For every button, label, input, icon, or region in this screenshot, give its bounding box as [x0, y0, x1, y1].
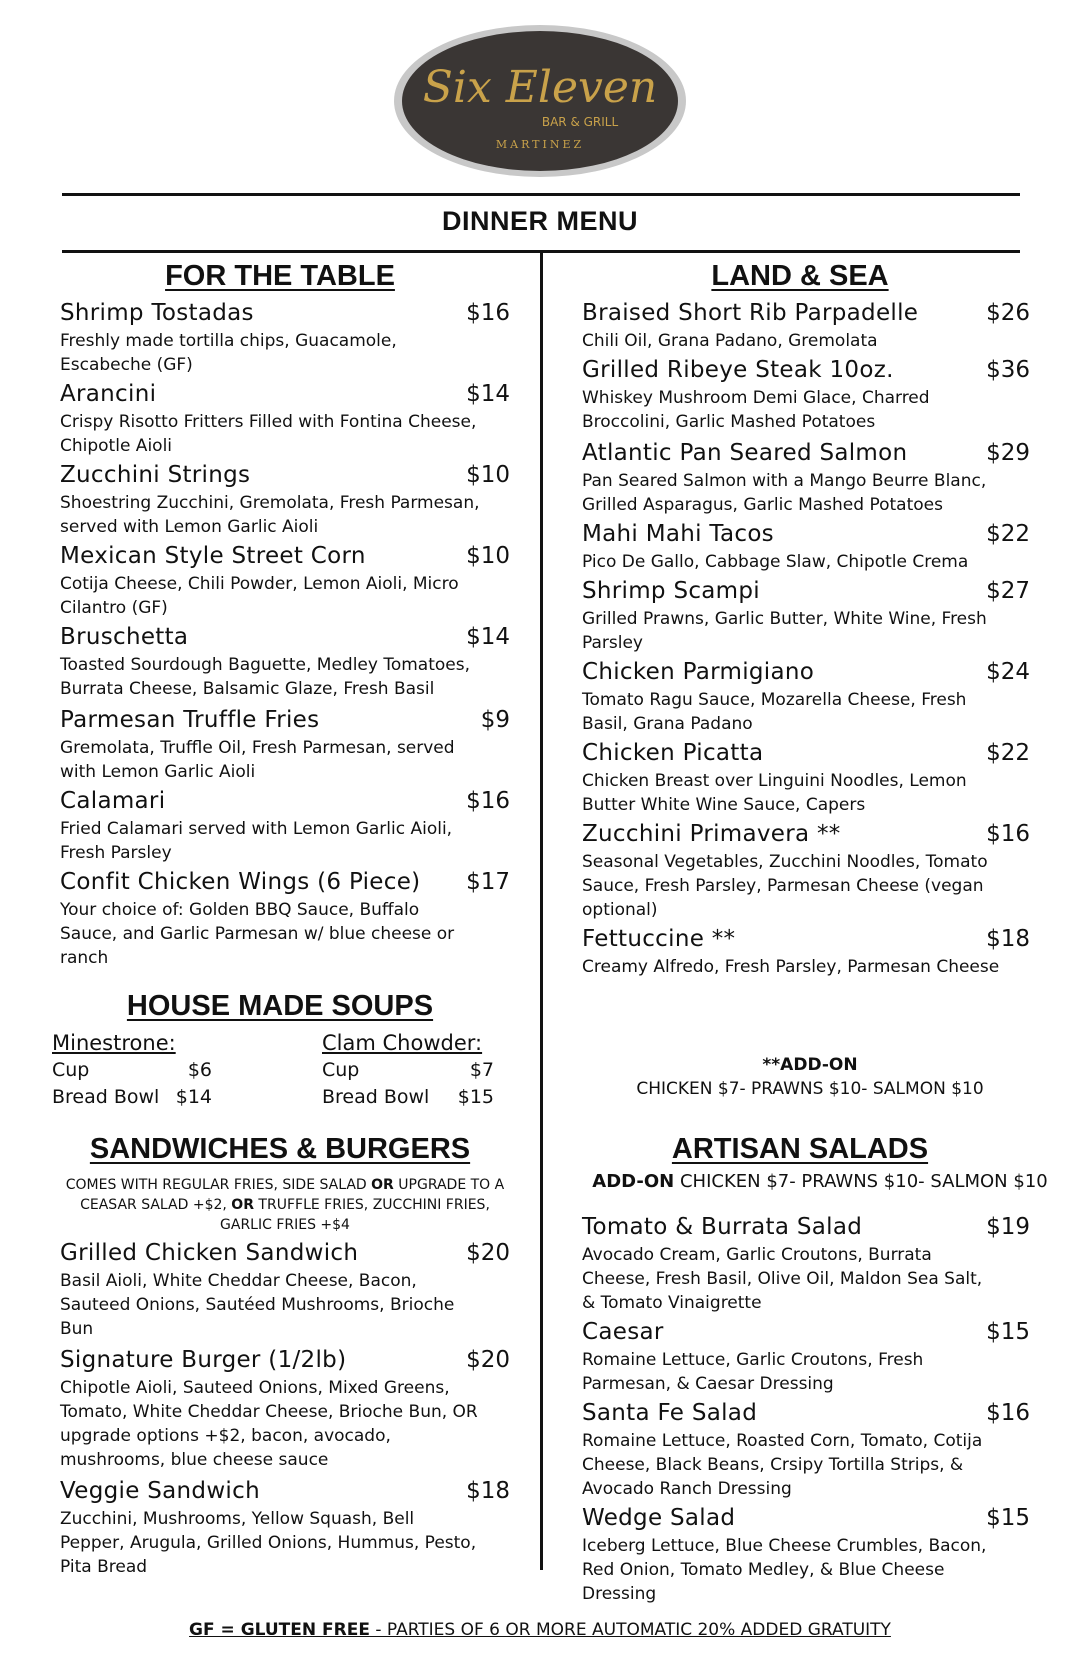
item-name: Veggie Sandwich [60, 1478, 260, 1504]
soup-clam-chowder [322, 1030, 494, 1111]
section-title-soups: HOUSE MADE SOUPS [126, 990, 434, 1022]
item-name: Chicken Picatta [582, 740, 764, 766]
item-price: $16 [986, 821, 1030, 847]
item-name: Atlantic Pan Seared Salmon [582, 440, 908, 466]
item-name: Mexican Style Street Corn [60, 543, 366, 569]
item-description: Toasted Sourdough Baguette, Medley Tomatoes, Burrata Cheese, Balsamic Glaze, Fresh Basil [60, 655, 471, 699]
menu-item [582, 298, 1030, 353]
section-title-salads: ARTISAN SALADS [671, 1133, 929, 1165]
item-name: Tomato & Burrata Salad [582, 1214, 863, 1240]
item-price: $36 [986, 357, 1030, 383]
item-price: $16 [466, 788, 510, 814]
item-description: Tomato Ragu Sauce, Mozarella Cheese, Fresh Basil, Grana Padano [582, 690, 967, 734]
item-description: Shoestring Zucchini, Gremolata, Fresh Parmesan, served with Lemon Garlic Aioli [60, 493, 480, 537]
item-name: Parmesan Truffle Fries [60, 707, 320, 733]
menu-item [582, 519, 1030, 574]
soup-size: Bread Bowl [322, 1086, 430, 1108]
item-price: $10 [466, 462, 510, 488]
soup-price: $14 [175, 1086, 212, 1108]
item-description: Creamy Alfredo, Fresh Parsley, Parmesan Cheese [582, 957, 1000, 977]
item-price: $16 [466, 300, 510, 326]
item-description: Pan Seared Salmon with a Mango Beurre Blanc, Grilled Asparagus, Garlic Mashed Potatoes [582, 471, 987, 515]
menu-item [582, 657, 1030, 736]
menu-item [582, 1398, 1030, 1501]
menu-item [582, 438, 1030, 517]
item-description: Romaine Lettuce, Garlic Croutons, Fresh Parmesan, & Caesar Dressing [582, 1350, 924, 1394]
soup-size: Bread Bowl [52, 1086, 160, 1108]
item-name: Mahi Mahi Tacos [582, 521, 774, 547]
menu-item [582, 1317, 1030, 1396]
item-price: $18 [986, 926, 1030, 952]
restaurant-logo [390, 22, 690, 180]
addon-text: CHICKEN $7- PRAWNS $10- SALMON $10 [636, 1079, 984, 1099]
menu-item [582, 355, 1030, 434]
item-name: Confit Chicken Wings (6 Piece) [60, 869, 421, 895]
menu-item [582, 1212, 1030, 1315]
item-price: $15 [986, 1505, 1030, 1531]
item-name: Caesar [582, 1319, 664, 1345]
item-price: $10 [466, 543, 510, 569]
item-price: $17 [466, 869, 510, 895]
soups-block [52, 1030, 502, 1120]
section-title-sandwiches: SANDWICHES & BURGERS [89, 1133, 471, 1165]
item-name: Arancini [60, 381, 157, 407]
soup-price: $15 [457, 1086, 494, 1108]
soup-price: $7 [469, 1059, 494, 1081]
item-description: Gremolata, Truffle Oil, Fresh Parmesan, served with Lemon Garlic Aioli [60, 738, 455, 782]
item-description: Pico De Gallo, Cabbage Slaw, Chipotle Crema [582, 552, 969, 572]
item-price: $15 [986, 1319, 1030, 1345]
item-description: Your choice of: Golden BBQ Sauce, Buffalo Sauce, and Garlic Parmesan w/ blue cheese or ranch [60, 900, 455, 968]
item-price: $26 [986, 300, 1030, 326]
item-price: $20 [466, 1347, 510, 1373]
section-title-land-sea: LAND & SEA [711, 260, 889, 292]
soup-name: Minestrone: [52, 1031, 176, 1055]
section-title-for-the-table: FOR THE TABLE [165, 260, 395, 292]
soup-size: Cup [52, 1059, 90, 1081]
item-price: $27 [986, 578, 1030, 604]
item-price: $16 [986, 1400, 1030, 1426]
item-description: Basil Aioli, White Cheddar Cheese, Bacon, Sauteed Onions, Sautéed Mushrooms, Brioche Bun [60, 1271, 455, 1339]
item-description: Crispy Risotto Fritters Filled with Fontina Cheese, Chipotle Aioli [60, 412, 477, 456]
menu-item [582, 576, 1030, 655]
menu-item [582, 924, 1030, 979]
item-description: Grilled Prawns, Garlic Butter, White Wine, Fresh Parsley [582, 609, 987, 653]
menu-item [582, 738, 1030, 817]
soup-minestrone [52, 1030, 212, 1111]
menu-item [60, 622, 510, 701]
menu-item [582, 1503, 1030, 1606]
menu-item [60, 379, 510, 458]
item-price: $9 [480, 707, 510, 733]
column-divider [540, 252, 543, 1570]
logo-script: Six Eleven [422, 62, 658, 113]
item-description: Cotija Cheese, Chili Powder, Lemon Aioli, Micro Cilantro (GF) [60, 574, 459, 618]
menu-item [60, 705, 510, 784]
menu-item [60, 460, 510, 539]
land-sea-list [582, 298, 1030, 979]
top-rule [62, 193, 1020, 196]
salads-addon: ADD-ON CHICKEN $7- PRAWNS $10- SALMON $10 [592, 1171, 1048, 1192]
item-name: Fettuccine ** [582, 926, 736, 952]
menu-title: DINNER MENU [441, 206, 638, 236]
menu-item [60, 867, 510, 970]
item-name: Zucchini Primavera ** [582, 821, 841, 847]
item-price: $19 [986, 1214, 1030, 1240]
item-price: $20 [466, 1240, 510, 1266]
item-price: $18 [466, 1478, 510, 1504]
item-name: Zucchini Strings [60, 462, 251, 488]
item-description: Avocado Cream, Garlic Croutons, Burrata Cheese, Fresh Basil, Olive Oil, Maldon Sea Salt, & Tomato Vinaigrette [582, 1245, 983, 1313]
menu-item [60, 298, 510, 377]
soup-price: $6 [187, 1059, 212, 1081]
item-description: Chili Oil, Grana Padano, Gremolata [582, 331, 878, 351]
item-description: Freshly made tortilla chips, Guacamole, Escabeche (GF) [60, 331, 397, 375]
menu-item [60, 1345, 510, 1472]
item-description: Iceberg Lettuce, Blue Cheese Crumbles, Bacon, Red Onion, Tomato Medley, & Blue Cheese Dressing [582, 1536, 987, 1604]
salads-list [582, 1212, 1030, 1606]
sandwiches-list [60, 1238, 510, 1579]
menu-item [60, 786, 510, 865]
item-price: $22 [986, 740, 1030, 766]
item-name: Shrimp Scampi [582, 578, 760, 604]
item-description: Chicken Breast over Linguini Noodles, Lemon Butter White Wine Sauce, Capers [582, 771, 967, 815]
soup-size: Cup [322, 1059, 360, 1081]
addon-title: **ADD-ON [762, 1055, 858, 1075]
logo-subtitle: BAR & GRILL [541, 115, 619, 129]
item-price: $24 [986, 659, 1030, 685]
for-the-table-list [60, 298, 510, 970]
item-name: Wedge Salad [582, 1505, 736, 1531]
item-name: Grilled Chicken Sandwich [60, 1240, 359, 1266]
item-description: Fried Calamari served with Lemon Garlic Aioli, Fresh Parsley [60, 819, 453, 863]
footer-note: GF = GLUTEN FREE - PARTIES OF 6 OR MORE AUTOMATIC 20% ADDED GRATUITY [189, 1620, 891, 1640]
item-price: $14 [466, 624, 510, 650]
item-description: Seasonal Vegetables, Zucchini Noodles, Tomato Sauce, Fresh Parsley, Parmesan Cheese (vegan optional) [582, 852, 988, 920]
menu-item [60, 1476, 510, 1579]
item-name: Santa Fe Salad [582, 1400, 758, 1426]
item-description: Chipotle Aioli, Sauteed Onions, Mixed Greens, Tomato, White Cheddar Cheese, Brioche Bun, OR upgrade options +$2, bacon, avocado, mushrooms, blue cheese sauce [60, 1378, 478, 1470]
menu-item [582, 819, 1030, 922]
item-price: $29 [986, 440, 1030, 466]
item-price: $22 [986, 521, 1030, 547]
sandwiches-note: COMES WITH REGULAR FRIES, SIDE SALAD OR UPGRADE TO A CEASAR SALAD +$2, OR TRUFFLE FRIES, ZUCCHINI FRIES, GARLIC FRIES +$4 [65, 1177, 505, 1233]
item-name: Chicken Parmigiano [582, 659, 815, 685]
item-name: Bruschetta [60, 624, 189, 650]
item-name: Braised Short Rib Parpadelle [582, 300, 919, 326]
item-description: Romaine Lettuce, Roasted Corn, Tomato, Cotija Cheese, Black Beans, Crsipy Tortilla Strips, & Avocado Ranch Dressing [582, 1431, 983, 1499]
logo-location: MARTINEZ [495, 138, 585, 151]
land-sea-addon [560, 1053, 1060, 1101]
item-description: Whiskey Mushroom Demi Glace, Charred Broccolini, Garlic Mashed Potatoes [582, 388, 930, 432]
item-name: Grilled Ribeye Steak 10oz. [582, 357, 894, 383]
item-description: Zucchini, Mushrooms, Yellow Squash, Bell Pepper, Arugula, Grilled Onions, Hummus, Pesto, Pita Bread [60, 1509, 477, 1577]
item-name: Calamari [60, 788, 166, 814]
item-price: $14 [466, 381, 510, 407]
item-name: Shrimp Tostadas [60, 300, 254, 326]
menu-item [60, 1238, 510, 1341]
menu-item [60, 541, 510, 620]
item-name: Signature Burger (1/2lb) [60, 1347, 347, 1373]
soup-name: Clam Chowder: [322, 1031, 483, 1055]
